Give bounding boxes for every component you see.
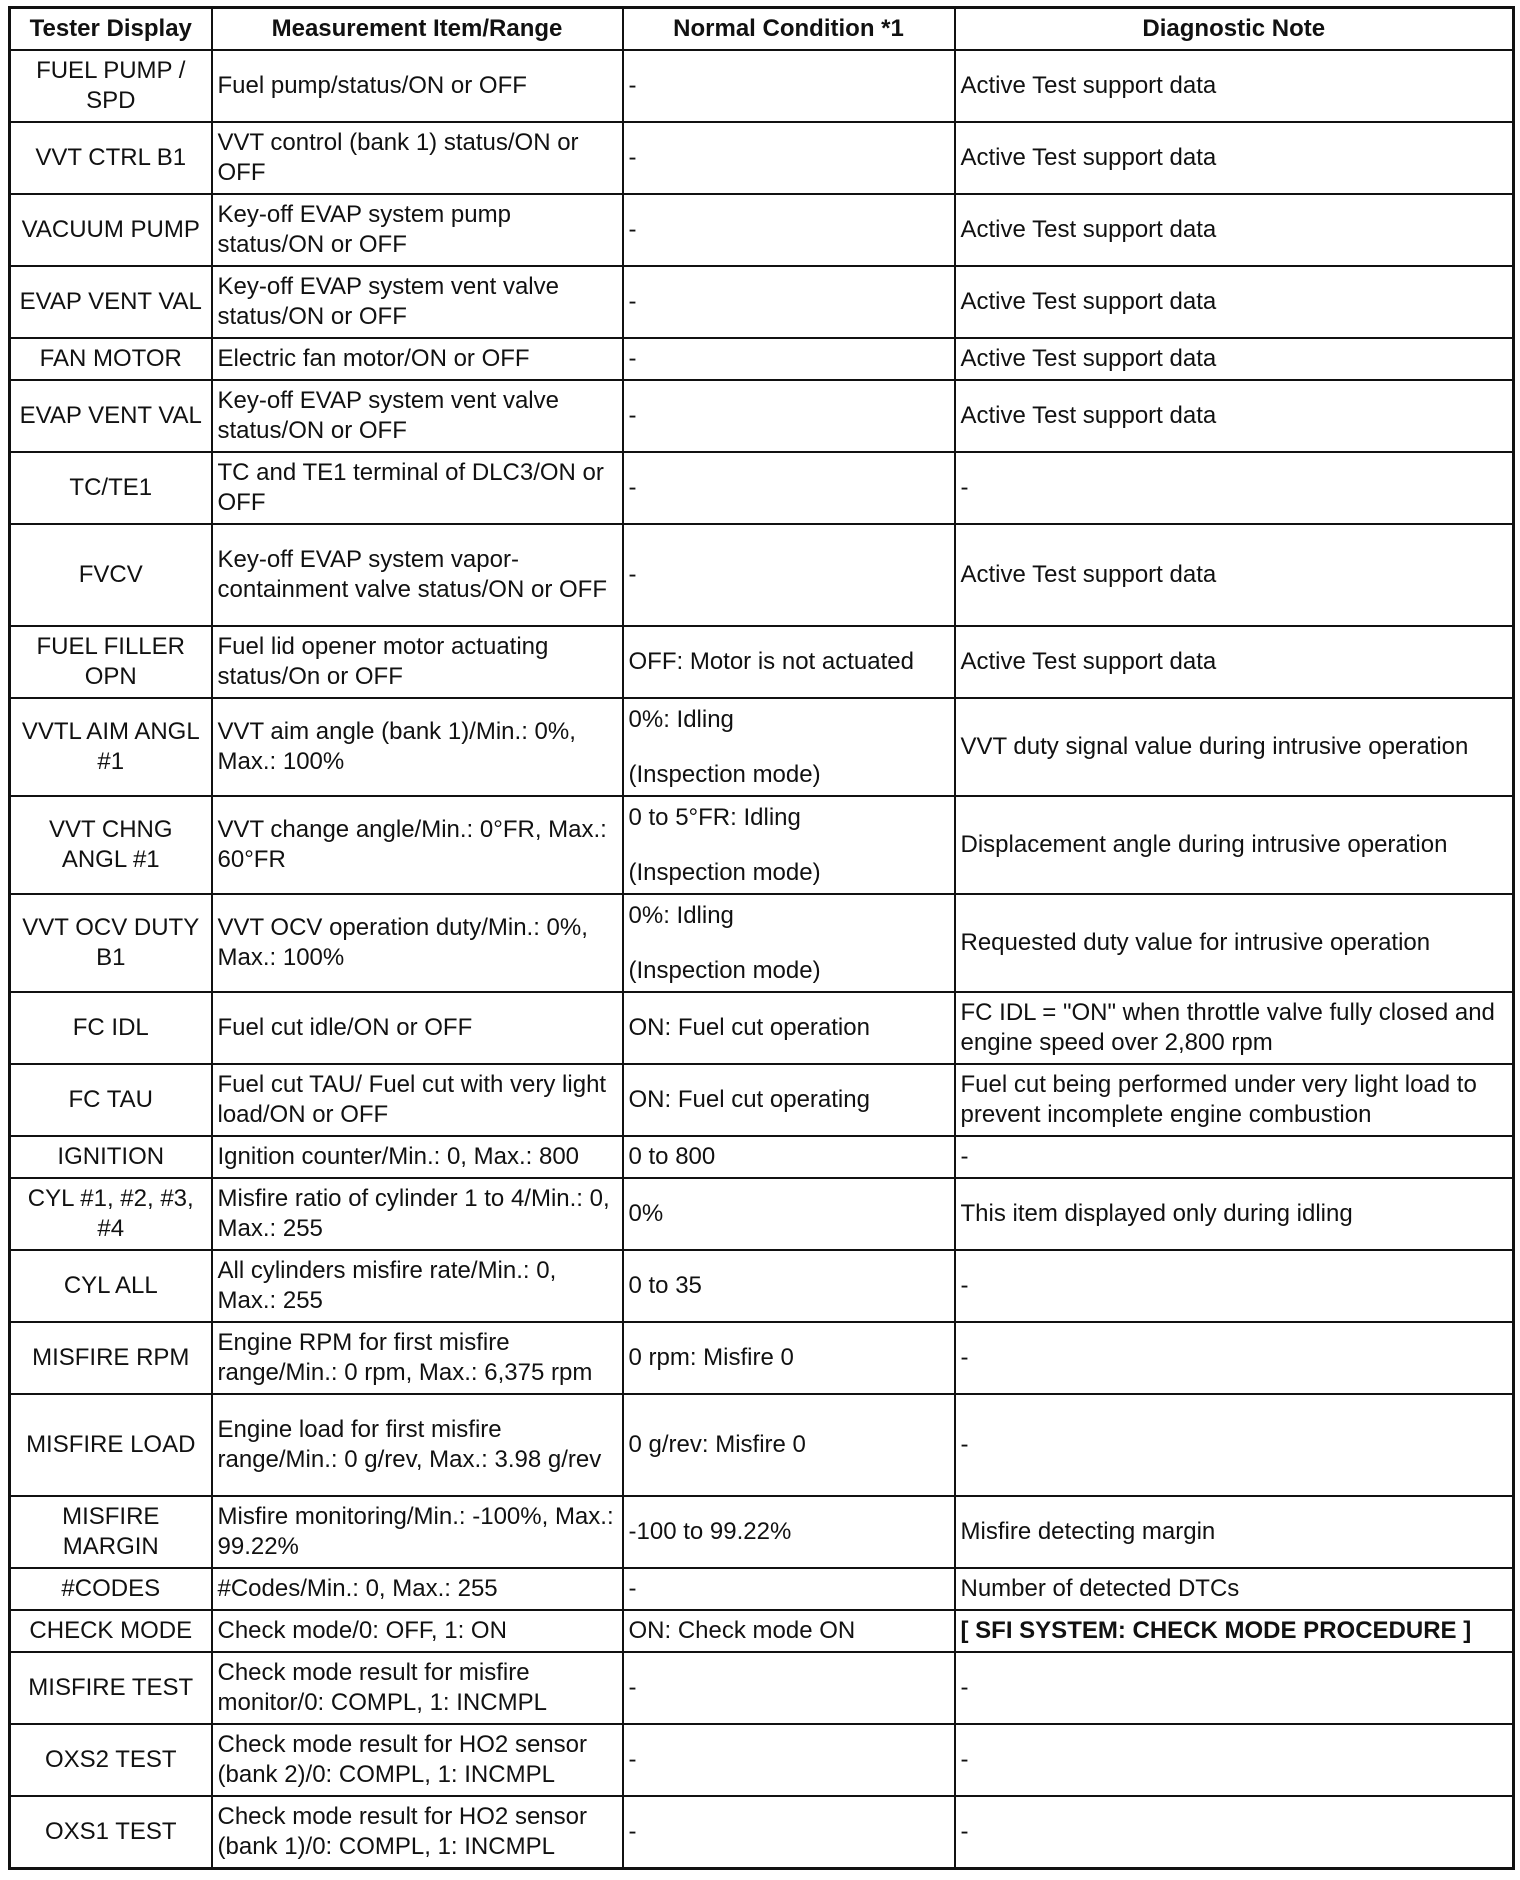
table-row	[10, 992, 1514, 1064]
check-mode-procedure-link: [ SFI SYSTEM: CHECK MODE PROCEDURE ]	[955, 1610, 1514, 1652]
measurement-item-cell: Key-off EVAP system vent valve status/ON or OFF	[212, 380, 623, 452]
table-row	[10, 1178, 1514, 1250]
table-row	[10, 452, 1514, 524]
tester-display-cell: CHECK MODE	[10, 1610, 212, 1652]
table-body	[10, 50, 1514, 1868]
normal-condition-cell	[623, 1724, 955, 1796]
tester-data-table	[8, 6, 1515, 1870]
tester-display-cell: FAN MOTOR	[10, 338, 212, 380]
table-row	[10, 1796, 1514, 1868]
measurement-item-cell: Key-off EVAP system pump status/ON or OFF	[212, 194, 623, 266]
diagnostic-note-cell: -	[955, 1796, 1514, 1868]
table-row	[10, 50, 1514, 122]
diagnostic-note-cell: -	[955, 1136, 1514, 1178]
normal-condition-cell	[623, 1610, 955, 1652]
measurement-item-cell: Misfire monitoring/Min.: -100%, Max.: 99.22%	[212, 1496, 623, 1568]
tester-display-cell: FC IDL	[10, 992, 212, 1064]
normal-condition-cell	[623, 380, 955, 452]
normal-condition-line: -	[628, 1817, 637, 1845]
normal-condition-cell	[623, 122, 955, 194]
normal-condition-cell	[623, 524, 955, 626]
normal-condition-line: -	[628, 402, 637, 429]
table-row	[10, 1652, 1514, 1724]
diagnostic-note-cell: Requested duty value for intrusive operation	[955, 894, 1514, 992]
table-row	[10, 1496, 1514, 1568]
diagnostic-note-cell: This item displayed only during idling	[955, 1178, 1514, 1250]
table-row	[10, 338, 1514, 380]
normal-condition-cell	[623, 452, 955, 524]
normal-condition-line: -	[628, 144, 637, 171]
tester-display-cell: VVTL AIM ANGL #1	[10, 698, 212, 796]
table-row	[10, 894, 1514, 992]
table-row	[10, 380, 1514, 452]
header-tester-display: Tester Display	[10, 8, 212, 51]
diagnostic-note-cell: -	[955, 1250, 1514, 1322]
normal-condition-line: -	[628, 1674, 637, 1701]
table-row	[10, 1064, 1514, 1136]
measurement-item-cell: Ignition counter/Min.: 0, Max.: 800	[212, 1136, 623, 1178]
normal-condition-line: 0 to 5°FR: Idling	[628, 803, 801, 831]
diagnostic-note-cell: Active Test support data	[955, 524, 1514, 626]
normal-condition-line: (Inspection mode)	[628, 956, 821, 984]
tester-display-cell: EVAP VENT VAL	[10, 266, 212, 338]
table-row	[10, 1394, 1514, 1496]
diagnostic-note-cell: Number of detected DTCs	[955, 1568, 1514, 1610]
normal-condition-line: -	[628, 288, 637, 315]
normal-condition-cell	[623, 698, 955, 796]
normal-condition-cell	[623, 992, 955, 1064]
diagnostic-note-cell: Active Test support data	[955, 50, 1514, 122]
normal-condition-line: 0 to 800	[628, 1143, 716, 1170]
header-measurement-item: Measurement Item/Range	[212, 8, 623, 51]
diagnostic-note-cell: Active Test support data	[955, 338, 1514, 380]
measurement-item-cell: Engine load for first misfire range/Min.: 0 g/rev, Max.: 3.98 g/rev	[212, 1394, 623, 1496]
normal-condition-cell	[623, 1652, 955, 1724]
tester-display-cell: MISFIRE RPM	[10, 1322, 212, 1394]
tester-display-cell: VVT CTRL B1	[10, 122, 212, 194]
normal-condition-cell	[623, 266, 955, 338]
table-row	[10, 122, 1514, 194]
measurement-item-cell: Check mode result for HO2 sensor (bank 2)/0: COMPL, 1: INCMPL	[212, 1724, 623, 1796]
normal-condition-line: ON: Fuel cut operation	[628, 1014, 870, 1041]
tester-display-cell: MISFIRE LOAD	[10, 1394, 212, 1496]
tester-display-cell: EVAP VENT VAL	[10, 380, 212, 452]
header-diagnostic-note: Diagnostic Note	[955, 8, 1514, 51]
table-row	[10, 698, 1514, 796]
normal-condition-line: 0%: Idling	[628, 901, 734, 929]
normal-condition-line: (Inspection mode)	[628, 858, 821, 886]
measurement-item-cell: All cylinders misfire rate/Min.: 0, Max.: 255	[212, 1250, 623, 1322]
normal-condition-cell	[623, 1568, 955, 1610]
measurement-item-cell: TC and TE1 terminal of DLC3/ON or OFF	[212, 452, 623, 524]
normal-condition-line: 0%	[628, 1200, 664, 1227]
diagnostic-note-cell: Active Test support data	[955, 122, 1514, 194]
diagnostic-note-cell: VVT duty signal value during intrusive operation	[955, 698, 1514, 796]
normal-condition-line: (Inspection mode)	[628, 760, 821, 788]
normal-condition-cell	[623, 50, 955, 122]
tester-display-cell: VVT OCV DUTY B1	[10, 894, 212, 992]
tester-display-cell: CYL ALL	[10, 1250, 212, 1322]
normal-condition-cell	[623, 1496, 955, 1568]
diagnostic-note-cell: Active Test support data	[955, 626, 1514, 698]
tester-display-cell: OXS2 TEST	[10, 1724, 212, 1796]
normal-condition-line: 0 rpm: Misfire 0	[628, 1344, 794, 1371]
normal-condition-line: ON: Fuel cut operating	[628, 1086, 870, 1113]
header-row	[10, 8, 1514, 51]
tester-display-cell: FVCV	[10, 524, 212, 626]
measurement-item-cell: Electric fan motor/ON or OFF	[212, 338, 623, 380]
tester-display-cell: VVT CHNG ANGL #1	[10, 796, 212, 894]
normal-condition-cell	[623, 626, 955, 698]
diagnostic-note-cell: Active Test support data	[955, 194, 1514, 266]
normal-condition-line: -	[628, 1575, 637, 1602]
measurement-item-cell: Misfire ratio of cylinder 1 to 4/Min.: 0, Max.: 255	[212, 1178, 623, 1250]
measurement-item-cell: Fuel lid opener motor actuating status/On or OFF	[212, 626, 623, 698]
measurement-item-cell: Fuel pump/status/ON or OFF	[212, 50, 623, 122]
measurement-item-cell: Check mode result for HO2 sensor (bank 1)/0: COMPL, 1: INCMPL	[212, 1796, 623, 1868]
normal-condition-line: -100 to 99.22%	[628, 1518, 792, 1545]
normal-condition-line: 0 to 35	[628, 1272, 702, 1299]
normal-condition-line: 0 g/rev: Misfire 0	[628, 1431, 806, 1458]
table-row	[10, 1322, 1514, 1394]
measurement-item-cell: Key-off EVAP system vent valve status/ON or OFF	[212, 266, 623, 338]
normal-condition-line: -	[628, 216, 637, 243]
table-row	[10, 1250, 1514, 1322]
normal-condition-line: -	[628, 561, 637, 588]
table-row	[10, 626, 1514, 698]
table-row	[10, 1724, 1514, 1796]
normal-condition-line: -	[628, 72, 637, 99]
normal-condition-cell	[623, 1250, 955, 1322]
diagnostic-note-cell: -	[955, 1394, 1514, 1496]
measurement-item-cell: Engine RPM for first misfire range/Min.: 0 rpm, Max.: 6,375 rpm	[212, 1322, 623, 1394]
measurement-item-cell: VVT change angle/Min.: 0°FR, Max.: 60°FR	[212, 796, 623, 894]
measurement-item-cell: Check mode result for misfire monitor/0: COMPL, 1: INCMPL	[212, 1652, 623, 1724]
tester-display-cell: IGNITION	[10, 1136, 212, 1178]
table-row	[10, 1610, 1514, 1652]
normal-condition-cell	[623, 1178, 955, 1250]
tester-display-cell: FUEL PUMP / SPD	[10, 50, 212, 122]
table-row	[10, 796, 1514, 894]
table-row	[10, 194, 1514, 266]
measurement-item-cell: Key-off EVAP system vapor-containment valve status/ON or OFF	[212, 524, 623, 626]
table-row	[10, 1136, 1514, 1178]
diagnostic-note-cell: Active Test support data	[955, 266, 1514, 338]
tester-display-cell: FC TAU	[10, 1064, 212, 1136]
tester-display-cell: VACUUM PUMP	[10, 194, 212, 266]
measurement-item-cell: Check mode/0: OFF, 1: ON	[212, 1610, 623, 1652]
table-row	[10, 524, 1514, 626]
tester-display-cell: #CODES	[10, 1568, 212, 1610]
tester-display-cell: FUEL FILLER OPN	[10, 626, 212, 698]
normal-condition-line: OFF: Motor is not actuated	[628, 648, 914, 675]
normal-condition-cell	[623, 1136, 955, 1178]
diagnostic-note-cell: Fuel cut being performed under very light load to prevent incomplete engine combustion	[955, 1064, 1514, 1136]
normal-condition-cell	[623, 796, 955, 894]
normal-condition-cell	[623, 194, 955, 266]
normal-condition-cell	[623, 1394, 955, 1496]
normal-condition-line: -	[628, 1746, 637, 1773]
tester-display-cell: MISFIRE TEST	[10, 1652, 212, 1724]
diagnostic-note-cell: Displacement angle during intrusive operation	[955, 796, 1514, 894]
tester-display-cell: TC/TE1	[10, 452, 212, 524]
diagnostic-note-cell: -	[955, 1652, 1514, 1724]
tester-display-cell: OXS1 TEST	[10, 1796, 212, 1868]
tester-display-cell: CYL #1, #2, #3, #4	[10, 1178, 212, 1250]
normal-condition-cell	[623, 1064, 955, 1136]
diagnostic-note-cell: Misfire detecting margin	[955, 1496, 1514, 1568]
measurement-item-cell: VVT OCV operation duty/Min.: 0%, Max.: 100%	[212, 894, 623, 992]
normal-condition-cell	[623, 1796, 955, 1868]
normal-condition-cell	[623, 1322, 955, 1394]
table-row	[10, 1568, 1514, 1610]
diagnostic-note-cell: -	[955, 452, 1514, 524]
normal-condition-line: ON: Check mode ON	[628, 1617, 856, 1644]
diagnostic-note-cell: -	[955, 1322, 1514, 1394]
normal-condition-line: -	[628, 345, 637, 372]
measurement-item-cell: Fuel cut TAU/ Fuel cut with very light load/ON or OFF	[212, 1064, 623, 1136]
diagnostic-note-cell: -	[955, 1724, 1514, 1796]
normal-condition-line: -	[628, 474, 637, 501]
measurement-item-cell: VVT aim angle (bank 1)/Min.: 0%, Max.: 100%	[212, 698, 623, 796]
diagnostic-note-cell: FC IDL = "ON" when throttle valve fully closed and engine speed over 2,800 rpm	[955, 992, 1514, 1064]
table-row	[10, 266, 1514, 338]
measurement-item-cell: VVT control (bank 1) status/ON or OFF	[212, 122, 623, 194]
diagnostic-note-cell: Active Test support data	[955, 380, 1514, 452]
tester-display-cell: MISFIRE MARGIN	[10, 1496, 212, 1568]
normal-condition-line: 0%: Idling	[628, 705, 734, 733]
measurement-item-cell: #Codes/Min.: 0, Max.: 255	[212, 1568, 623, 1610]
normal-condition-cell	[623, 894, 955, 992]
header-normal-condition: Normal Condition *1	[623, 8, 955, 51]
normal-condition-cell	[623, 338, 955, 380]
measurement-item-cell: Fuel cut idle/ON or OFF	[212, 992, 623, 1064]
